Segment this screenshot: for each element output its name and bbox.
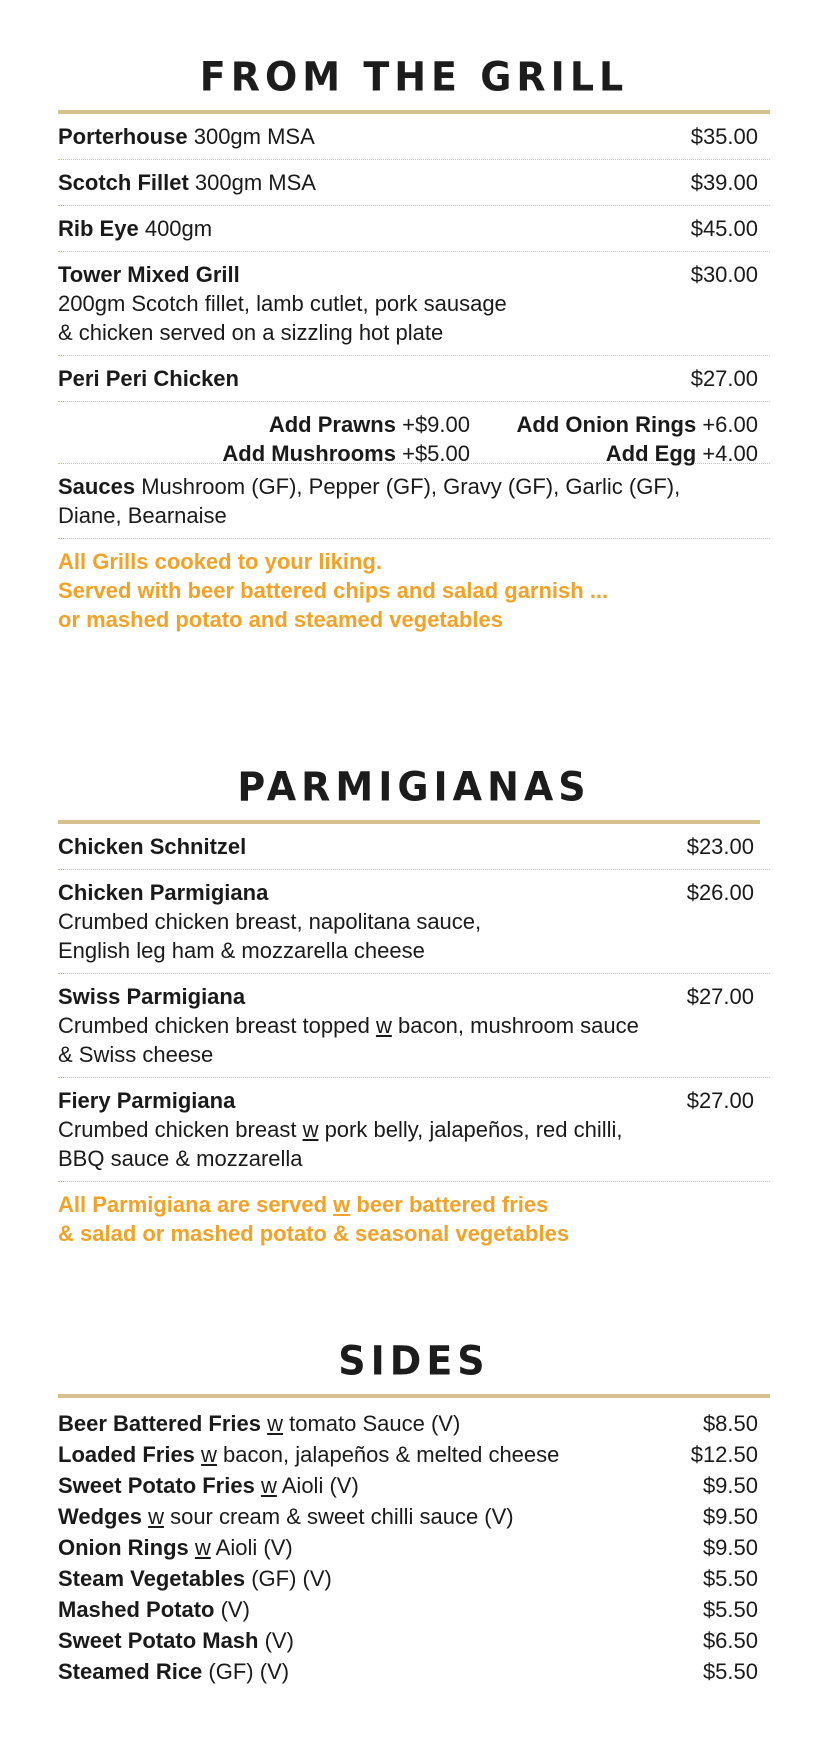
item-price: $23.00 <box>686 834 754 859</box>
side-item <box>58 1470 770 1501</box>
addon-price: +$5.00 <box>402 441 470 466</box>
item-name: Porterhouse <box>58 124 188 149</box>
item-detail: (V) <box>264 1628 294 1653</box>
menu-item <box>58 206 770 252</box>
grill-note <box>58 539 770 634</box>
item-price: $8.50 <box>702 1411 758 1436</box>
sides-title: SIDES <box>338 1337 490 1385</box>
menu-item <box>58 1078 770 1182</box>
note-line: or mashed potato and steamed vegetables <box>58 607 504 632</box>
sauces-list-cont: Diane, Bearnaise <box>58 503 227 528</box>
with-abbrev: w <box>375 1013 392 1038</box>
item-name: Swiss Parmigiana <box>58 984 246 1009</box>
side-item <box>58 1656 770 1687</box>
note-text: All Parmigiana are served <box>58 1192 334 1217</box>
item-description: Crumbed chicken breast, napolitana sauce, <box>58 909 482 934</box>
item-name: Sweet Potato Mash <box>58 1628 259 1653</box>
sauces-label: Sauces <box>58 474 136 499</box>
item-detail: Aioli (V) <box>276 1473 359 1498</box>
item-price: $30.00 <box>690 262 758 287</box>
menu-item <box>58 252 770 356</box>
desc-text: Crumbed chicken breast topped <box>58 1013 376 1038</box>
item-name: Rib Eye <box>58 216 139 241</box>
with-abbrev: w <box>267 1411 283 1436</box>
addon-price: +4.00 <box>702 441 758 466</box>
parmigianas-title: PARMIGIANAS <box>237 763 591 811</box>
addon-name: Add Egg <box>605 441 697 466</box>
with-abbrev: w <box>333 1192 351 1217</box>
grill-section <box>58 53 770 634</box>
with-abbrev: w <box>148 1504 164 1529</box>
sauces-row <box>58 464 770 539</box>
addon-name: Add Prawns <box>268 412 396 437</box>
item-price: $12.50 <box>690 1442 758 1467</box>
side-item <box>58 1625 770 1656</box>
note-line: All Grills cooked to your liking. <box>58 549 382 574</box>
sides-section <box>58 1337 770 1687</box>
item-description: & chicken served on a sizzling hot plate <box>58 320 444 345</box>
item-description: English leg ham & mozzarella cheese <box>58 938 425 963</box>
item-name: Peri Peri Chicken <box>58 366 239 391</box>
addon-name: Add Onion Rings <box>516 412 697 437</box>
item-price: $39.00 <box>690 170 758 195</box>
item-description: & Swiss cheese <box>58 1042 214 1067</box>
item-name: Tower Mixed Grill <box>58 262 240 287</box>
item-name: Fiery Parmigiana <box>58 1088 236 1113</box>
item-name: Chicken Parmigiana <box>58 880 269 905</box>
item-price: $27.00 <box>686 984 754 1009</box>
desc-text: Crumbed chicken breast <box>58 1117 303 1142</box>
desc-text: bacon, mushroom sauce <box>391 1013 639 1038</box>
item-detail: 300gm MSA <box>193 124 315 149</box>
with-abbrev: w <box>302 1117 319 1142</box>
with-abbrev: w <box>260 1473 277 1498</box>
note-line: Served with beer battered chips and salad garnish ... <box>58 578 609 603</box>
menu-item <box>58 870 770 974</box>
side-item <box>58 1594 770 1625</box>
item-price: $5.50 <box>702 1659 758 1684</box>
menu-item <box>58 160 770 206</box>
item-detail: 400gm <box>144 216 213 241</box>
sides-list <box>58 1398 770 1687</box>
item-price: $6.50 <box>702 1628 758 1653</box>
item-price: $5.50 <box>702 1597 758 1622</box>
parmigianas-note <box>58 1182 770 1248</box>
side-item <box>58 1408 770 1439</box>
item-name: Chicken Schnitzel <box>58 834 247 859</box>
grill-title: FROM THE GRILL <box>199 53 629 101</box>
item-price: $35.00 <box>690 124 758 149</box>
menu-item <box>58 356 770 402</box>
item-name: Sweet Potato Fries <box>58 1473 255 1498</box>
item-price: $27.00 <box>686 1088 754 1113</box>
side-item <box>58 1439 770 1470</box>
sauces-list: Mushroom (GF), Pepper (GF), Gravy (GF), Garlic (GF), <box>141 474 681 499</box>
addon-prawns <box>269 410 470 439</box>
item-detail: bacon, jalapeños & melted cheese <box>216 1442 560 1467</box>
addons-block <box>58 402 770 464</box>
item-detail: sour cream & sweet chilli sauce (V) <box>163 1504 514 1529</box>
item-name: Scotch Fillet <box>58 170 189 195</box>
item-price: $26.00 <box>686 880 754 905</box>
parmigianas-section <box>58 763 770 1248</box>
item-price: $27.00 <box>690 366 758 391</box>
note-line <box>58 1190 770 1219</box>
addon-onion-rings <box>517 410 758 439</box>
item-detail: (GF) (V) <box>251 1566 332 1591</box>
menu-item <box>58 974 770 1078</box>
item-name: Mashed Potato <box>58 1597 215 1622</box>
note-text: beer battered fries <box>350 1192 549 1217</box>
item-description: 200gm Scotch fillet, lamb cutlet, pork sausage <box>58 291 507 316</box>
item-detail: tomato Sauce (V) <box>283 1411 461 1436</box>
item-detail: (V) <box>220 1597 250 1622</box>
addon-price: +$9.00 <box>402 412 470 437</box>
side-item <box>58 1501 770 1532</box>
item-detail: 300gm MSA <box>194 170 316 195</box>
item-description: BBQ sauce & mozzarella <box>58 1146 303 1171</box>
item-name: Steam Vegetables <box>58 1566 246 1591</box>
item-price: $9.50 <box>702 1535 758 1560</box>
side-item <box>58 1532 770 1563</box>
with-abbrev: w <box>201 1442 217 1467</box>
item-price: $9.50 <box>702 1473 758 1498</box>
item-name: Onion Rings <box>58 1535 189 1560</box>
item-price: $9.50 <box>702 1504 758 1529</box>
addon-price: +6.00 <box>702 412 758 437</box>
item-name: Beer Battered Fries <box>58 1411 261 1436</box>
addon-name: Add Mushrooms <box>222 441 396 466</box>
item-detail: (GF) (V) <box>208 1659 290 1684</box>
item-price: $5.50 <box>702 1566 758 1591</box>
item-description <box>58 1115 770 1144</box>
menu-item <box>58 114 770 160</box>
item-description <box>58 1011 770 1040</box>
menu-item <box>58 824 770 870</box>
side-item <box>58 1563 770 1594</box>
note-line: & salad or mashed potato & seasonal vegetables <box>58 1221 570 1246</box>
item-detail: Aioli (V) <box>210 1535 293 1560</box>
item-name: Steamed Rice <box>58 1659 203 1684</box>
item-name: Wedges <box>58 1504 142 1529</box>
item-price: $45.00 <box>690 216 758 241</box>
with-abbrev: w <box>194 1535 211 1560</box>
item-name: Loaded Fries <box>58 1442 195 1467</box>
desc-text: pork belly, jalapeños, red chilli, <box>318 1117 623 1142</box>
